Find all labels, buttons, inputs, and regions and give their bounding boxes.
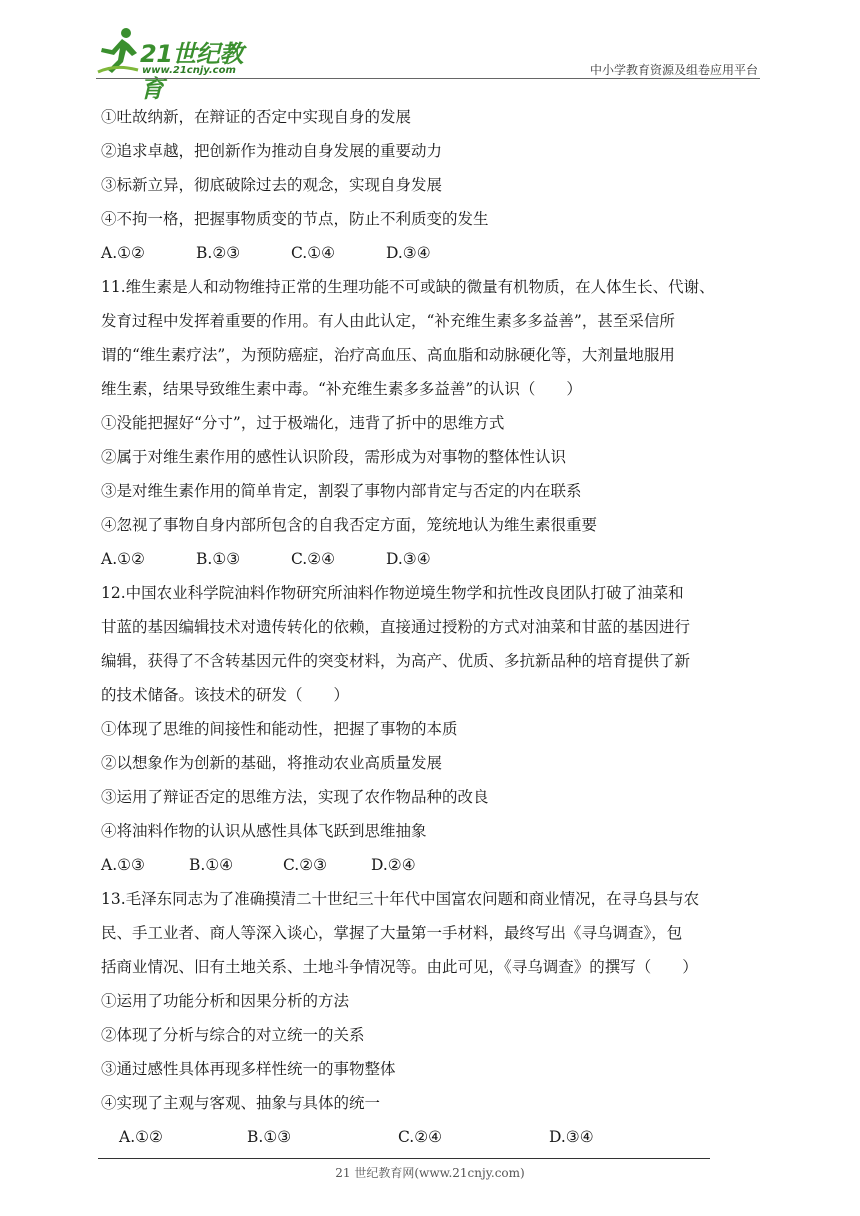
question-13 (101, 882, 771, 1154)
question-stem: 括商业情况、旧有土地关系、土地斗争情况等。由此可见，《寻乌调查》的撰写（ ） (101, 958, 698, 976)
option-a: A.①② (101, 550, 145, 568)
question-stem: 谓的“维生素疗法”，为预防癌症，治疗高血压、高血脂和动脉硬化等，大剂量地服用 (101, 346, 675, 364)
question-stem: 13.毛泽东同志为了准确摸清二十世纪三十年代中国富农问题和商业情况，在寻乌县与农 (101, 890, 700, 908)
question-12 (101, 576, 771, 882)
option-a: A.①③ (101, 856, 145, 874)
choice-item: ④将油料作物的认识从感性具体飞跃到思维抽象 (101, 822, 427, 840)
question-stem: 民、手工业者、商人等深入谈心，掌握了大量第一手材料，最终写出《寻乌调查》，包 (101, 924, 683, 942)
platform-title: 中小学教育资源及组卷应用平台 (589, 63, 758, 77)
footer-text: 21 世纪教育网(www.21cnjy.com) (335, 1166, 525, 1180)
choice-item: ②追求卓越，把创新作为推动自身发展的重要动力 (101, 142, 443, 160)
answer-options (101, 848, 771, 882)
choice-item: ③通过感性具体再现多样性统一的事物整体 (101, 1060, 396, 1078)
logo-text: 21世纪教育 (140, 40, 243, 103)
choice-item: ④实现了主观与客观、抽象与具体的统一 (101, 1094, 381, 1112)
page-header (96, 26, 760, 103)
choice-item: ①没能把握好“分寸”，过于极端化，违背了折中的思维方式 (101, 414, 505, 432)
choice-item: ④不拘一格，把握事物质变的节点，防止不利质变的发生 (101, 210, 489, 228)
option-b: B.①④ (189, 856, 234, 874)
option-c: C.①④ (291, 244, 336, 262)
choice-item: ③标新立异，彻底破除过去的观念，实现自身发展 (101, 176, 443, 194)
logo-url: www.21cnjy.com (142, 65, 236, 76)
choice-item: ①吐故纳新，在辩证的否定中实现自身的发展 (101, 108, 412, 126)
question-stem: 维生素，结果导致维生素中毒。“补充维生素多多益善”的认识（ ） (101, 380, 582, 398)
choice-item: ①运用了功能分析和因果分析的方法 (101, 992, 350, 1010)
option-d: D.③④ (386, 244, 431, 262)
choice-item: ③是对维生素作用的简单肯定，割裂了事物内部肯定与否定的内在联系 (101, 482, 582, 500)
choice-item: ②以想象作为创新的基础，将推动农业高质量发展 (101, 754, 443, 772)
option-b: B.①③ (196, 550, 241, 568)
question-stem: 的技术储备。该技术的研发（ ） (101, 686, 350, 704)
option-b: B.①③ (247, 1128, 292, 1146)
option-a: A.①② (119, 1128, 163, 1146)
option-c: C.②④ (398, 1128, 443, 1146)
option-d: D.③④ (386, 550, 431, 568)
site-logo (96, 26, 266, 103)
question-content (101, 100, 771, 1154)
option-c: C.②③ (283, 856, 328, 874)
answer-options (101, 1120, 771, 1154)
option-a: A.①② (101, 244, 145, 262)
question-stem: 12.中国农业科学院油料作物研究所油料作物逆境生物学和抗性改良团队打破了油菜和 (101, 584, 684, 602)
choice-item: ④忽视了事物自身内部所包含的自我否定方面，笼统地认为维生素很重要 (101, 516, 598, 534)
choice-item: ②属于对维生素作用的感性认识阶段，需形成为对事物的整体性认识 (101, 448, 567, 466)
option-d: D.②④ (371, 856, 416, 874)
question-stem: 编辑，获得了不含转基因元件的突变材料，为高产、优质、多抗新品种的培育提供了新 (101, 652, 691, 670)
question-stem: 发育过程中发挥着重要的作用。有人由此认定，“补充维生素多多益善”，甚至采信所 (101, 312, 675, 330)
runner-icon (96, 26, 140, 76)
choice-item: ①体现了思维的间接性和能动性，把握了事物的本质 (101, 720, 458, 738)
answer-options (101, 236, 771, 270)
question-stem: 11.维生素是人和动物维持正常的生理功能不可或缺的微量有机物质，在人体生长、代谢、 (101, 278, 715, 296)
option-c: C.②④ (291, 550, 336, 568)
option-d: D.③④ (549, 1128, 594, 1146)
option-b: B.②③ (196, 244, 241, 262)
footer-divider (98, 1158, 710, 1159)
choice-item: ②体现了分析与综合的对立统一的关系 (101, 1026, 365, 1044)
header-divider (96, 78, 760, 79)
question-stem: 甘蓝的基因编辑技术对遗传转化的依赖，直接通过授粉的方式对油菜和甘蓝的基因进行 (101, 618, 691, 636)
question-10-continued (101, 100, 771, 270)
answer-options (101, 542, 771, 576)
question-11 (101, 270, 771, 576)
choice-item: ③运用了辩证否定的思维方法，实现了农作物品种的改良 (101, 788, 489, 806)
